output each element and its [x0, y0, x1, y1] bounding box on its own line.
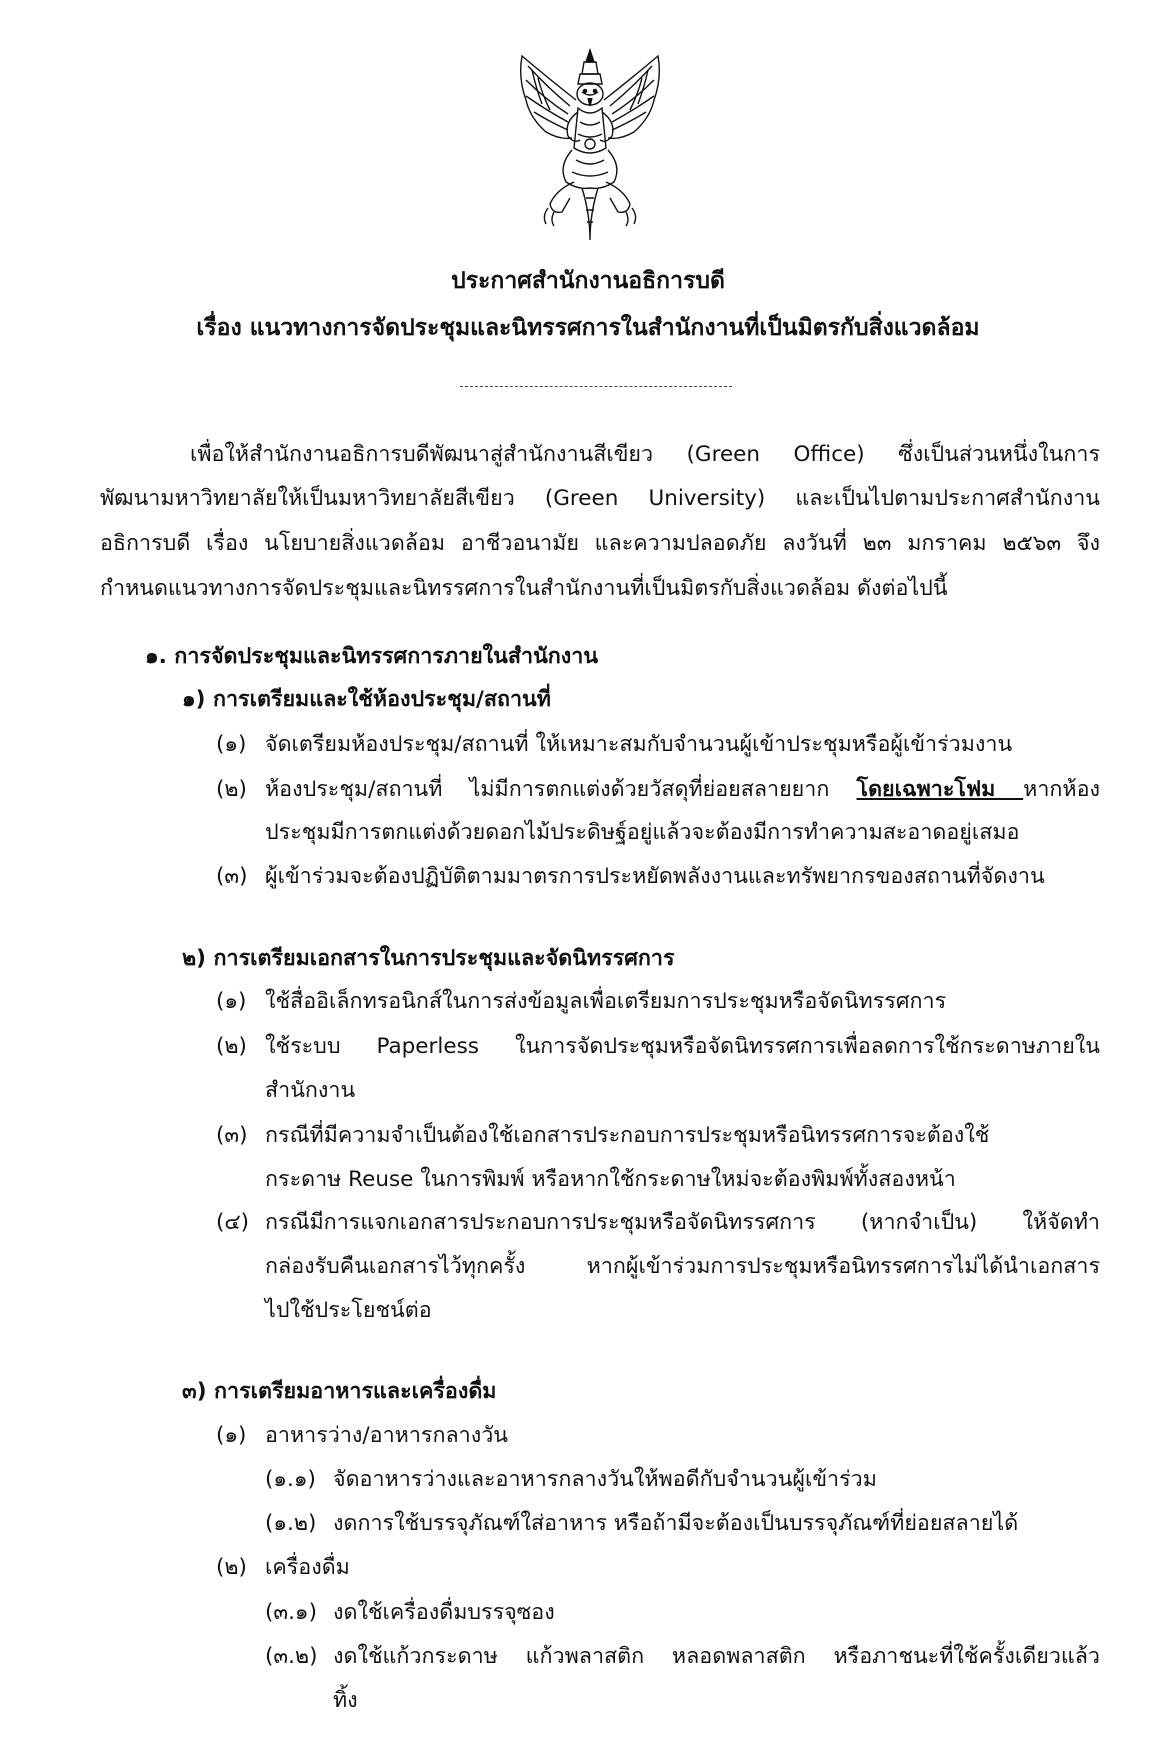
document-title: ประกาศสำนักงานอธิการบดี — [451, 268, 725, 294]
subsection-heading: ๑) การเตรียมและใช้ห้องประชุม/สถานที่ — [182, 687, 551, 712]
list-item-number: (๒) — [216, 1034, 247, 1059]
list-item-number: (๓.๒) — [265, 1644, 318, 1669]
intro-line: พัฒนามหาวิทยาลัยให้เป็นมหาวิทยาลัยสีเขียว (Green University) และเป็นไปตามประกาศสำนักงาน — [100, 486, 1100, 511]
list-item-continuation: ทิ้ง — [333, 1688, 358, 1713]
list-item: จัดอาหารว่างและอาหารกลางวันให้พอดีกับจำนวนผู้เข้าร่วม — [333, 1467, 877, 1492]
list-item: จัดเตรียมห้องประชุม/สถานที่ ให้เหมาะสมกับจำนวนผู้เข้าประชุมหรือผู้เข้าร่วมงาน — [265, 732, 1013, 757]
list-item-number: (๑) — [216, 1423, 247, 1448]
document-subject: เรื่อง แนวทางการจัดประชุมและนิทรรศการในสำนักงานที่เป็นมิตรกับสิ่งแวดล้อม — [196, 315, 980, 341]
list-item: ใช้สื่ออิเล็กทรอนิกส์ในการส่งข้อมูลเพื่อเตรียมการประชุมหรือจัดนิทรรศการ — [265, 989, 947, 1014]
list-item-number: (๔) — [216, 1210, 250, 1235]
emphasis-text: โดยเฉพาะโฟม — [856, 777, 1024, 802]
list-item-continuation: ไปใช้ประโยชน์ต่อ — [265, 1298, 432, 1323]
intro-line: กำหนดแนวทางการจัดประชุมและนิทรรศการในสำนักงานที่เป็นมิตรกับสิ่งแวดล้อม ดังต่อไปนี้ — [100, 576, 948, 601]
list-item: งดการใช้บรรจุภัณฑ์ใส่อาหาร หรือถ้ามีจะต้องเป็นบรรจุภัณฑ์ที่ย่อยสลายได้ — [333, 1511, 1019, 1536]
list-item-continuation: สำนักงาน — [265, 1078, 356, 1103]
list-item-number: (๑.๒) — [265, 1511, 317, 1536]
list-item-continuation: กระดาษ Reuse ในการพิมพ์ หรือหากใช้กระดาษใหม่จะต้องพิมพ์ทั้งสองหน้า — [265, 1167, 956, 1192]
list-item-number: (๓) — [216, 1123, 248, 1148]
list-item: อาหารว่าง/อาหารกลางวัน — [265, 1423, 508, 1448]
garuda-emblem-icon — [508, 48, 672, 242]
list-item: ผู้เข้าร่วมจะต้องปฏิบัติตามมาตรการประหยัดพลังงานและทรัพยากรของสถานที่จัดงาน — [265, 864, 1045, 889]
list-item-continuation: ประชุมมีการตกแต่งด้วยดอกไม้ประดิษฐ์อยู่แล้วจะต้องมีการทำความสะอาดอยู่เสมอ — [265, 820, 1020, 845]
list-item-text: ห้องประชุม/สถานที่ ไม่มีการตกแต่งด้วยวัสดุที่ย่อยสลายยาก — [265, 777, 857, 802]
title-divider — [460, 386, 732, 387]
list-item-number: (๒) — [216, 777, 247, 802]
list-item-number: (๓) — [216, 864, 248, 889]
list-item: ใช้ระบบ Paperless ในการจัดประชุมหรือจัดนิทรรศการเพื่อลดการใช้กระดาษภายใน — [265, 1034, 1100, 1059]
intro-line: อธิการบดี เรื่อง นโยบายสิ่งแวดล้อม อาชีวอนามัย และความปลอดภัย ลงวันที่ ๒๓ มกราคม ๒๕๖๓ จึง — [100, 531, 1100, 556]
list-item-text: หากห้อง — [1023, 777, 1100, 802]
list-item: งดใช้แก้วกระดาษ แก้วพลาสติก หลอดพลาสติก หรือภาชนะที่ใช้ครั้งเดียวแล้ว — [333, 1644, 1100, 1669]
subsection-heading: ๒) การเตรียมเอกสารในการประชุมและจัดนิทรรศการ — [182, 946, 675, 971]
list-item-continuation: กล่องรับคืนเอกสารไว้ทุกครั้ง หากผู้เข้าร่วมการประชุมหรือนิทรรศการไม่ได้นำเอกสาร — [265, 1254, 1100, 1279]
list-item-number: (๓.๑) — [265, 1600, 317, 1625]
subsection-heading: ๓) การเตรียมอาหารและเครื่องดื่ม — [182, 1379, 497, 1404]
list-item-number: (๑.๑) — [265, 1467, 316, 1492]
list-item: งดใช้เครื่องดื่มบรรจุซอง — [333, 1600, 555, 1625]
list-item — [265, 775, 1100, 805]
intro-line: เพื่อให้สำนักงานอธิการบดีพัฒนาสู่สำนักงานสีเขียว (Green Office) ซึ่งเป็นส่วนหนึ่งในการ — [190, 442, 1100, 467]
list-item-number: (๒) — [216, 1555, 247, 1580]
list-item: เครื่องดื่ม — [265, 1555, 350, 1580]
list-item: กรณีที่มีความจำเป็นต้องใช้เอกสารประกอบการประชุมหรือนิทรรศการจะต้องใช้ — [265, 1123, 990, 1148]
list-item-number: (๑) — [216, 732, 247, 757]
list-item: กรณีมีการแจกเอกสารประกอบการประชุมหรือจัดนิทรรศการ (หากจำเป็น) ให้จัดทำ — [265, 1210, 1100, 1235]
list-item-number: (๑) — [216, 989, 247, 1014]
section-heading: ๑. การจัดประชุมและนิทรรศการภายในสำนักงาน — [145, 644, 599, 669]
